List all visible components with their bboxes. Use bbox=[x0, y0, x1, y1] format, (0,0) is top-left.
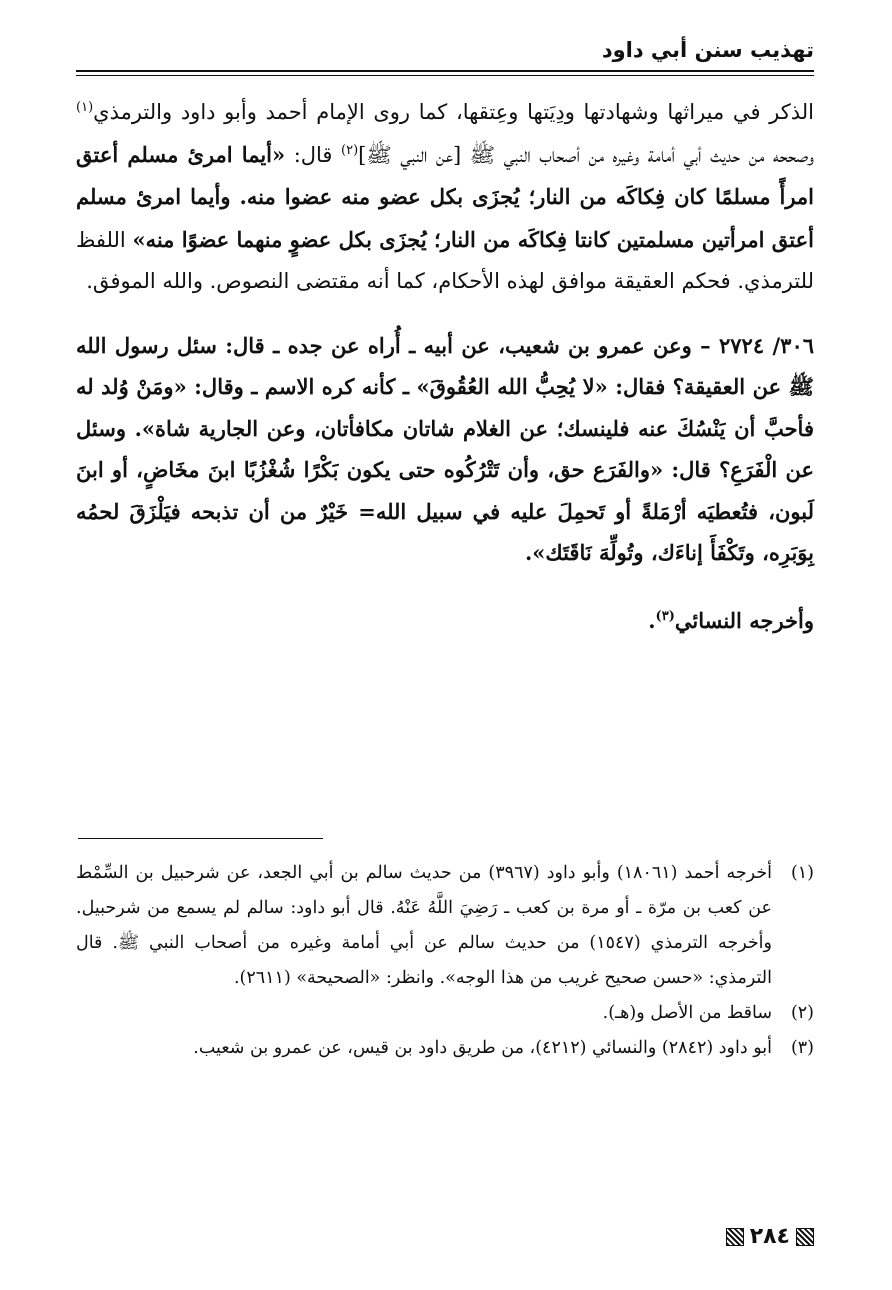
hadith-number: ٣٠٦/ ٢٧٢٤ bbox=[718, 332, 815, 358]
paragraph-1-text-2: وصححه من حديث أبي أمامة وغيره من أصحاب النبي ﷺ [عن النبي ﷺ] bbox=[358, 142, 814, 167]
footnote-1 bbox=[76, 856, 814, 996]
footnote-1-text: أخرجه أحمد (١٨٠٦١) وأبو داود (٣٩٦٧) من حديث سالم بن أبي الجعد، عن شرحبيل بن السِّمْط عن كعب بن مرّة ـ أو مرة بن كعب ـ رَضِيَ اللَّهُ عَنْهُ. قال أبو داود: سالم لم يسمع من شرحبيل. وأخرجه الترمذي (١٥٤٧) من حديث سالم عن أبي أمامة وغيره من أصحاب النبي ﷺ. قال الترمذي: «حسن صحيح غريب من هذا الوجه». وانظر: «الصحيحة» (٢٦١١). bbox=[76, 863, 772, 988]
hadith-text: – وعن عمرو بن شعيب، عن أبيه ـ أُراه عن جده ـ قال: سئل رسول الله ﷺ عن العقيقة؟ فقال: «لا يُحِبُّ الله العُقُوقَ» ـ كأنه كره الاسم ـ وقال: «ومَنْ وُلد له فأحبَّ أن يَنْسُكَ عنه فلينسك؛ عن الغلام شاتان مكافأتان، وعن الجارية شاة». وسئل عن الْفَرَعِ؟ قال: «والفَرَع حق، وأن تَتْرُكُوه حتى يكون بَكْرًا شُغْزُبًا ابنَ مخَاضٍ، أو ابنَ لَبون، فتُعطيَه أرْمَلةً أو تَحمِلَ عليه في سبيل الله= خَيْرٌ من أن تذبحه فيَلْزَقَ لحمُه بِوَبَرِه، وتَكْفَأَ إناءَك، وتُولِّهَ نَاقَتَك». bbox=[76, 332, 814, 565]
ornament-right-icon bbox=[796, 1228, 814, 1246]
hadith-entry bbox=[76, 325, 814, 574]
footnote-separator bbox=[78, 838, 323, 839]
footnote-2 bbox=[76, 996, 814, 1031]
paragraph-1-text-3: قال: bbox=[285, 142, 342, 167]
main-text bbox=[76, 92, 814, 641]
paragraph-1-text-4: اللفظ للترمذي. فحكم العقيقة موافق لهذه الأحكام، كما أنه مقتضى النصوص. والله الموفق. bbox=[76, 227, 814, 293]
paragraph-1-text-1: الذكر في ميراثها وشهادتها ودِيَتها وعِتقها، كما روى الإمام أحمد وأبو داود والترمذي bbox=[93, 100, 814, 124]
footnote-ref-3: (٣) bbox=[655, 608, 675, 624]
ornament-left-icon bbox=[726, 1228, 744, 1246]
footnote-2-text: ساقط من الأصل و(هـ). bbox=[602, 1003, 772, 1023]
footnote-2-number: (٢) bbox=[790, 1003, 814, 1023]
takhrij-text: وأخرجه النسائي bbox=[674, 607, 814, 633]
paragraph-1 bbox=[76, 92, 814, 303]
header-rule-thin bbox=[76, 75, 814, 76]
takhrij-end: . bbox=[648, 607, 656, 633]
footnote-ref-2: (٢) bbox=[341, 142, 359, 158]
page-number-block bbox=[726, 1224, 814, 1249]
header-rule-thick bbox=[76, 70, 814, 72]
running-head: تهذيب سنن أبي داود bbox=[601, 38, 814, 62]
page-number: ٢٨٤ bbox=[749, 1224, 790, 1249]
footnote-3 bbox=[76, 1031, 814, 1066]
footnote-3-number: (٣) bbox=[790, 1038, 814, 1058]
hadith-quote: «أيما امرئ مسلم أعتق امرأً مسلمًا كان فِكاكَه من النار؛ يُجزَى بكل عضو منه عضوا منه. وأيما امرئ مسلم أعتق امرأتين مسلمتين كانتا فِكاكَه من النار؛ يُجزَى بكل عضوٍ منهما عضوًا منه» bbox=[76, 141, 814, 252]
takhrij-line bbox=[76, 600, 814, 642]
footnotes bbox=[76, 856, 814, 1066]
footnote-3-text: أبو داود (٢٨٤٢) والنسائي (٤٢١٢)، من طريق داود بن قيس، عن عمرو بن شعيب. bbox=[193, 1038, 772, 1058]
footnote-ref-1: (١) bbox=[76, 100, 94, 115]
footnote-1-number: (١) bbox=[790, 863, 814, 883]
